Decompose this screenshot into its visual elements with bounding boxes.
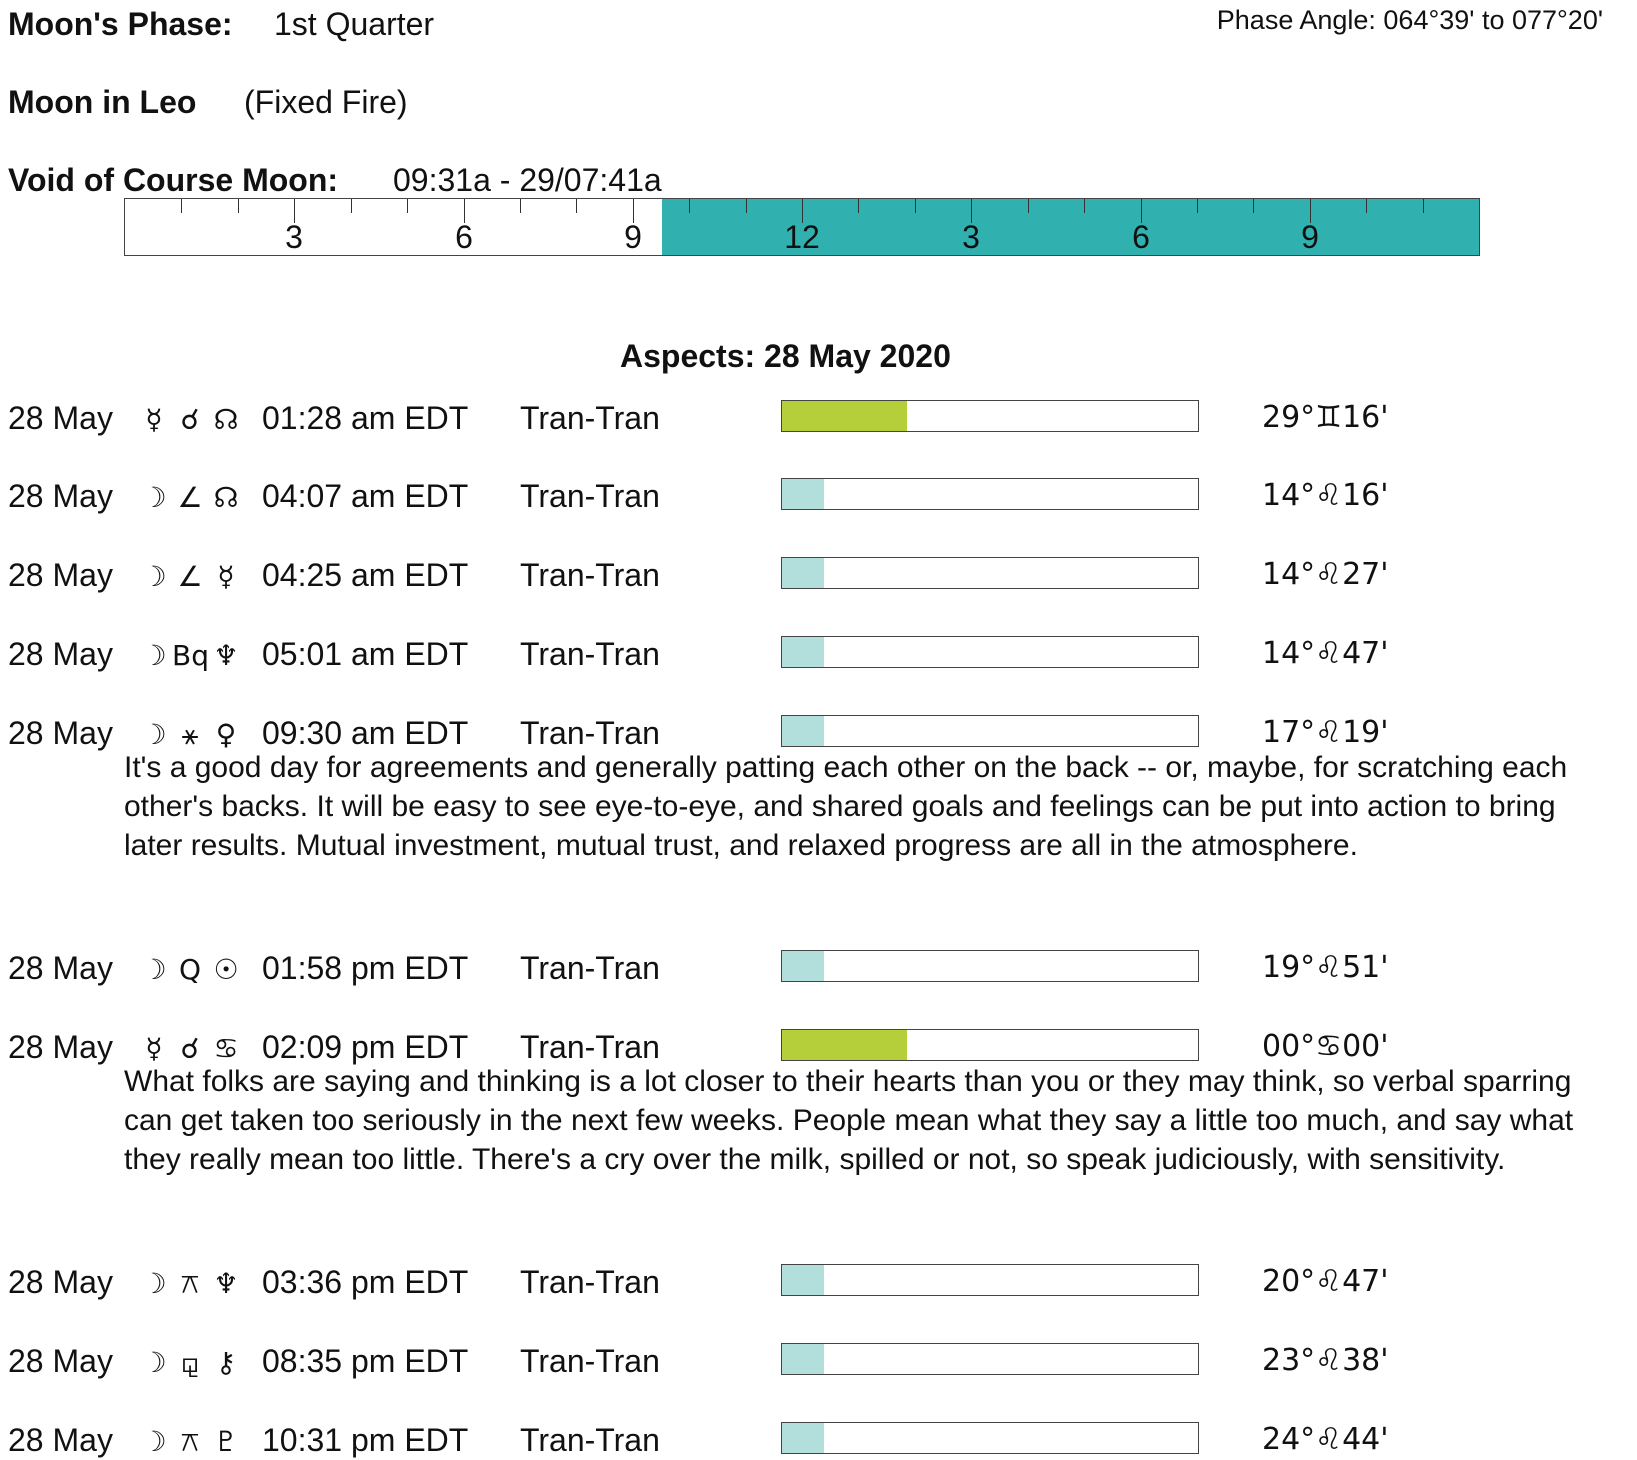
aspect-date: 28 May: [8, 1343, 113, 1379]
aspect-kind: Tran-Tran: [520, 715, 660, 751]
aspect-time: 04:25 am EDT: [262, 557, 469, 593]
aspect-row: [0, 1341, 1637, 1381]
timeline-tick: [520, 199, 521, 213]
planet2-glyph: ☿: [217, 560, 235, 593]
timeline-hour-label: 9: [624, 219, 642, 255]
timeline-tick: [746, 199, 747, 213]
aspect-strength-bar: [781, 1343, 1199, 1375]
aspect-strength-fill: [782, 1030, 907, 1060]
aspect-time: 05:01 am EDT: [262, 636, 469, 672]
aspect-row: [0, 634, 1637, 674]
timeline-tick: [858, 199, 859, 213]
aspect-kind: Tran-Tran: [520, 1029, 660, 1065]
aspect-time: 01:28 am EDT: [262, 400, 469, 436]
aspect-strength-fill: [782, 637, 824, 667]
aspect-row: [0, 398, 1637, 438]
aspect-strength-bar: [781, 950, 1199, 982]
timeline-hour-label: 3: [962, 219, 980, 255]
aspect-glyphs: [136, 950, 244, 987]
timeline-hour-label: 6: [1132, 219, 1150, 255]
aspect-glyphs: [136, 636, 244, 673]
timeline-tick: [181, 199, 182, 213]
aspect-glyph: ⚻: [180, 1425, 200, 1458]
aspect-kind: Tran-Tran: [520, 950, 660, 986]
phase-angle: Phase Angle: 064°39' to 077°20': [1216, 5, 1603, 35]
planet1-glyph: ☽: [141, 481, 167, 514]
aspect-strength-bar: [781, 715, 1199, 747]
timeline-hour-label: 9: [1301, 219, 1319, 255]
planet1-glyph: ☿: [145, 1032, 163, 1065]
aspect-strength-fill: [782, 1423, 824, 1453]
planet1-glyph: ☽: [141, 953, 167, 986]
aspect-strength-fill: [782, 951, 824, 981]
void-of-course-timeline: [124, 198, 1480, 256]
aspect-row: [0, 1027, 1637, 1067]
aspect-date: 28 May: [8, 950, 113, 986]
aspect-strength-fill: [782, 1344, 824, 1374]
moon-sign-value: (Fixed Fire): [244, 84, 408, 120]
aspect-glyphs: [136, 478, 244, 515]
aspect-strength-fill: [782, 716, 824, 746]
moon-phase-label: Moon's Phase:: [8, 6, 233, 42]
planet2-glyph: ☊: [213, 403, 239, 436]
aspect-row: [0, 713, 1637, 753]
aspect-position: 29°♊16': [1262, 400, 1389, 435]
void-of-course-label: Void of Course Moon:: [8, 162, 339, 198]
aspect-glyphs: [136, 715, 244, 752]
aspect-date: 28 May: [8, 478, 113, 514]
aspect-time: 03:36 pm EDT: [262, 1264, 469, 1300]
aspect-strength-bar: [781, 1264, 1199, 1296]
aspect-time: 02:09 pm EDT: [262, 1029, 469, 1065]
aspect-strength-bar: [781, 1029, 1199, 1061]
aspect-strength-fill: [782, 1265, 824, 1295]
planet1-glyph: ☿: [145, 403, 163, 436]
aspect-date: 28 May: [8, 1029, 113, 1065]
aspect-position: 14°♌27': [1262, 557, 1389, 592]
aspect-date: 28 May: [8, 1422, 113, 1458]
aspect-strength-fill: [782, 401, 907, 431]
aspect-strength-bar: [781, 557, 1199, 589]
timeline-tick: [351, 199, 352, 213]
planet1-glyph: ☽: [141, 1267, 167, 1300]
aspect-row: [0, 1262, 1637, 1302]
aspect-time: 09:30 am EDT: [262, 715, 469, 751]
aspect-position: 23°♌38': [1262, 1343, 1389, 1378]
planet2-glyph: ☊: [213, 481, 239, 514]
aspect-time: 10:31 pm EDT: [262, 1422, 469, 1458]
aspect-row: [0, 555, 1637, 595]
planet2-glyph: ⚷: [215, 1346, 237, 1379]
aspect-glyphs: [136, 1029, 244, 1066]
timeline-tick: [1253, 199, 1254, 213]
aspect-kind: Tran-Tran: [520, 1343, 660, 1379]
aspect-position: 14°♌16': [1262, 478, 1389, 513]
aspect-row: [0, 948, 1637, 988]
aspect-time: 01:58 pm EDT: [262, 950, 469, 986]
aspect-kind: Tran-Tran: [520, 557, 660, 593]
aspect-date: 28 May: [8, 1264, 113, 1300]
timeline-tick: [407, 199, 408, 213]
aspect-row: [0, 476, 1637, 516]
planet2-glyph: ♆: [213, 639, 239, 672]
planet2-glyph: ♀: [215, 718, 237, 751]
aspect-kind: Tran-Tran: [520, 1264, 660, 1300]
aspect-row: [0, 1420, 1637, 1460]
timeline-tick: [1084, 199, 1085, 213]
planet2-glyph: ☉: [213, 953, 239, 986]
aspect-date: 28 May: [8, 636, 113, 672]
aspect-kind: Tran-Tran: [520, 478, 660, 514]
planet2-glyph: ♇: [213, 1425, 239, 1458]
aspect-time: 08:35 pm EDT: [262, 1343, 469, 1379]
aspect-strength-bar: [781, 636, 1199, 668]
aspect-time: 04:07 am EDT: [262, 478, 469, 514]
planet2-glyph: ♋: [213, 1032, 239, 1065]
aspect-glyphs: [136, 1264, 244, 1301]
aspect-date: 28 May: [8, 557, 113, 593]
aspect-kind: Tran-Tran: [520, 1422, 660, 1458]
planet1-glyph: ☽: [141, 560, 167, 593]
planet1-glyph: ☽: [141, 718, 167, 751]
aspect-kind: Tran-Tran: [520, 400, 660, 436]
aspect-glyph: ∠: [177, 560, 203, 593]
aspect-position: 17°♌19': [1262, 715, 1389, 750]
aspect-strength-fill: [782, 558, 824, 588]
aspect-glyph: ☌: [180, 403, 200, 436]
aspect-glyphs: [136, 400, 244, 437]
aspect-glyph: Q: [178, 953, 202, 986]
timeline-tick: [576, 199, 577, 213]
aspect-glyphs: [136, 557, 244, 594]
aspect-glyph: ⚼: [180, 1346, 200, 1379]
aspect-glyph: ⚻: [180, 1267, 200, 1300]
aspect-position: 14°♌47': [1262, 636, 1389, 671]
timeline-tick: [1028, 199, 1029, 213]
timeline-tick: [238, 199, 239, 213]
timeline-tick: [689, 199, 690, 213]
aspect-position: 20°♌47': [1262, 1264, 1389, 1299]
aspect-glyphs: [136, 1422, 244, 1459]
aspect-description: What folks are saying and thinking is a lot closer to their hearts than you or they may think, so verbal sparring can get taken too seriously in the next few weeks. People mean what they say a little too much, and say what they really mean too little. There's a cry over the milk, spilled or not, so speak judiciously, with sensitivity.: [124, 1065, 1574, 1176]
planet1-glyph: ☽: [141, 1425, 167, 1458]
void-of-course-value: 09:31a - 29/07:41a: [393, 162, 662, 198]
aspect-strength-bar: [781, 400, 1199, 432]
aspects-title: Aspects: 28 May 2020: [620, 338, 951, 374]
timeline-tick: [1197, 199, 1198, 213]
planet1-glyph: ☽: [141, 639, 167, 672]
planet1-glyph: ☽: [141, 1346, 167, 1379]
aspect-position: 00°♋00': [1262, 1029, 1389, 1064]
aspect-glyph: ⚹: [181, 718, 199, 751]
aspect-glyph: ☌: [180, 1032, 200, 1065]
timeline-hour-label: 3: [285, 219, 303, 255]
planet2-glyph: ♆: [213, 1267, 239, 1300]
timeline-tick: [915, 199, 916, 213]
aspect-date: 28 May: [8, 400, 113, 436]
aspect-kind: Tran-Tran: [520, 636, 660, 672]
aspect-strength-bar: [781, 1422, 1199, 1454]
moon-sign-label: Moon in Leo: [8, 84, 197, 120]
aspect-glyphs: [136, 1343, 244, 1380]
timeline-tick: [1423, 199, 1424, 213]
aspect-description: It's a good day for agreements and generally patting each other on the back -- or, maybe, for scratching each other's backs. It will be easy to see eye-to-eye, and shared goals and feelings can be put into action to bring later results. Mutual investment, mutual trust, and relaxed progress are all in the atmosphere.: [124, 751, 1568, 862]
timeline-hour-label: 6: [455, 219, 473, 255]
aspect-date: 28 May: [8, 715, 113, 751]
aspect-glyph: ∠: [177, 481, 203, 514]
aspect-position: 19°♌51': [1262, 950, 1389, 985]
moon-phase-value: 1st Quarter: [274, 6, 435, 42]
aspect-glyph: Bq: [172, 639, 209, 672]
timeline-hour-label: 12: [784, 219, 820, 255]
aspect-strength-bar: [781, 478, 1199, 510]
timeline-tick: [1366, 199, 1367, 213]
aspect-strength-fill: [782, 479, 824, 509]
aspect-position: 24°♌44': [1262, 1422, 1389, 1457]
